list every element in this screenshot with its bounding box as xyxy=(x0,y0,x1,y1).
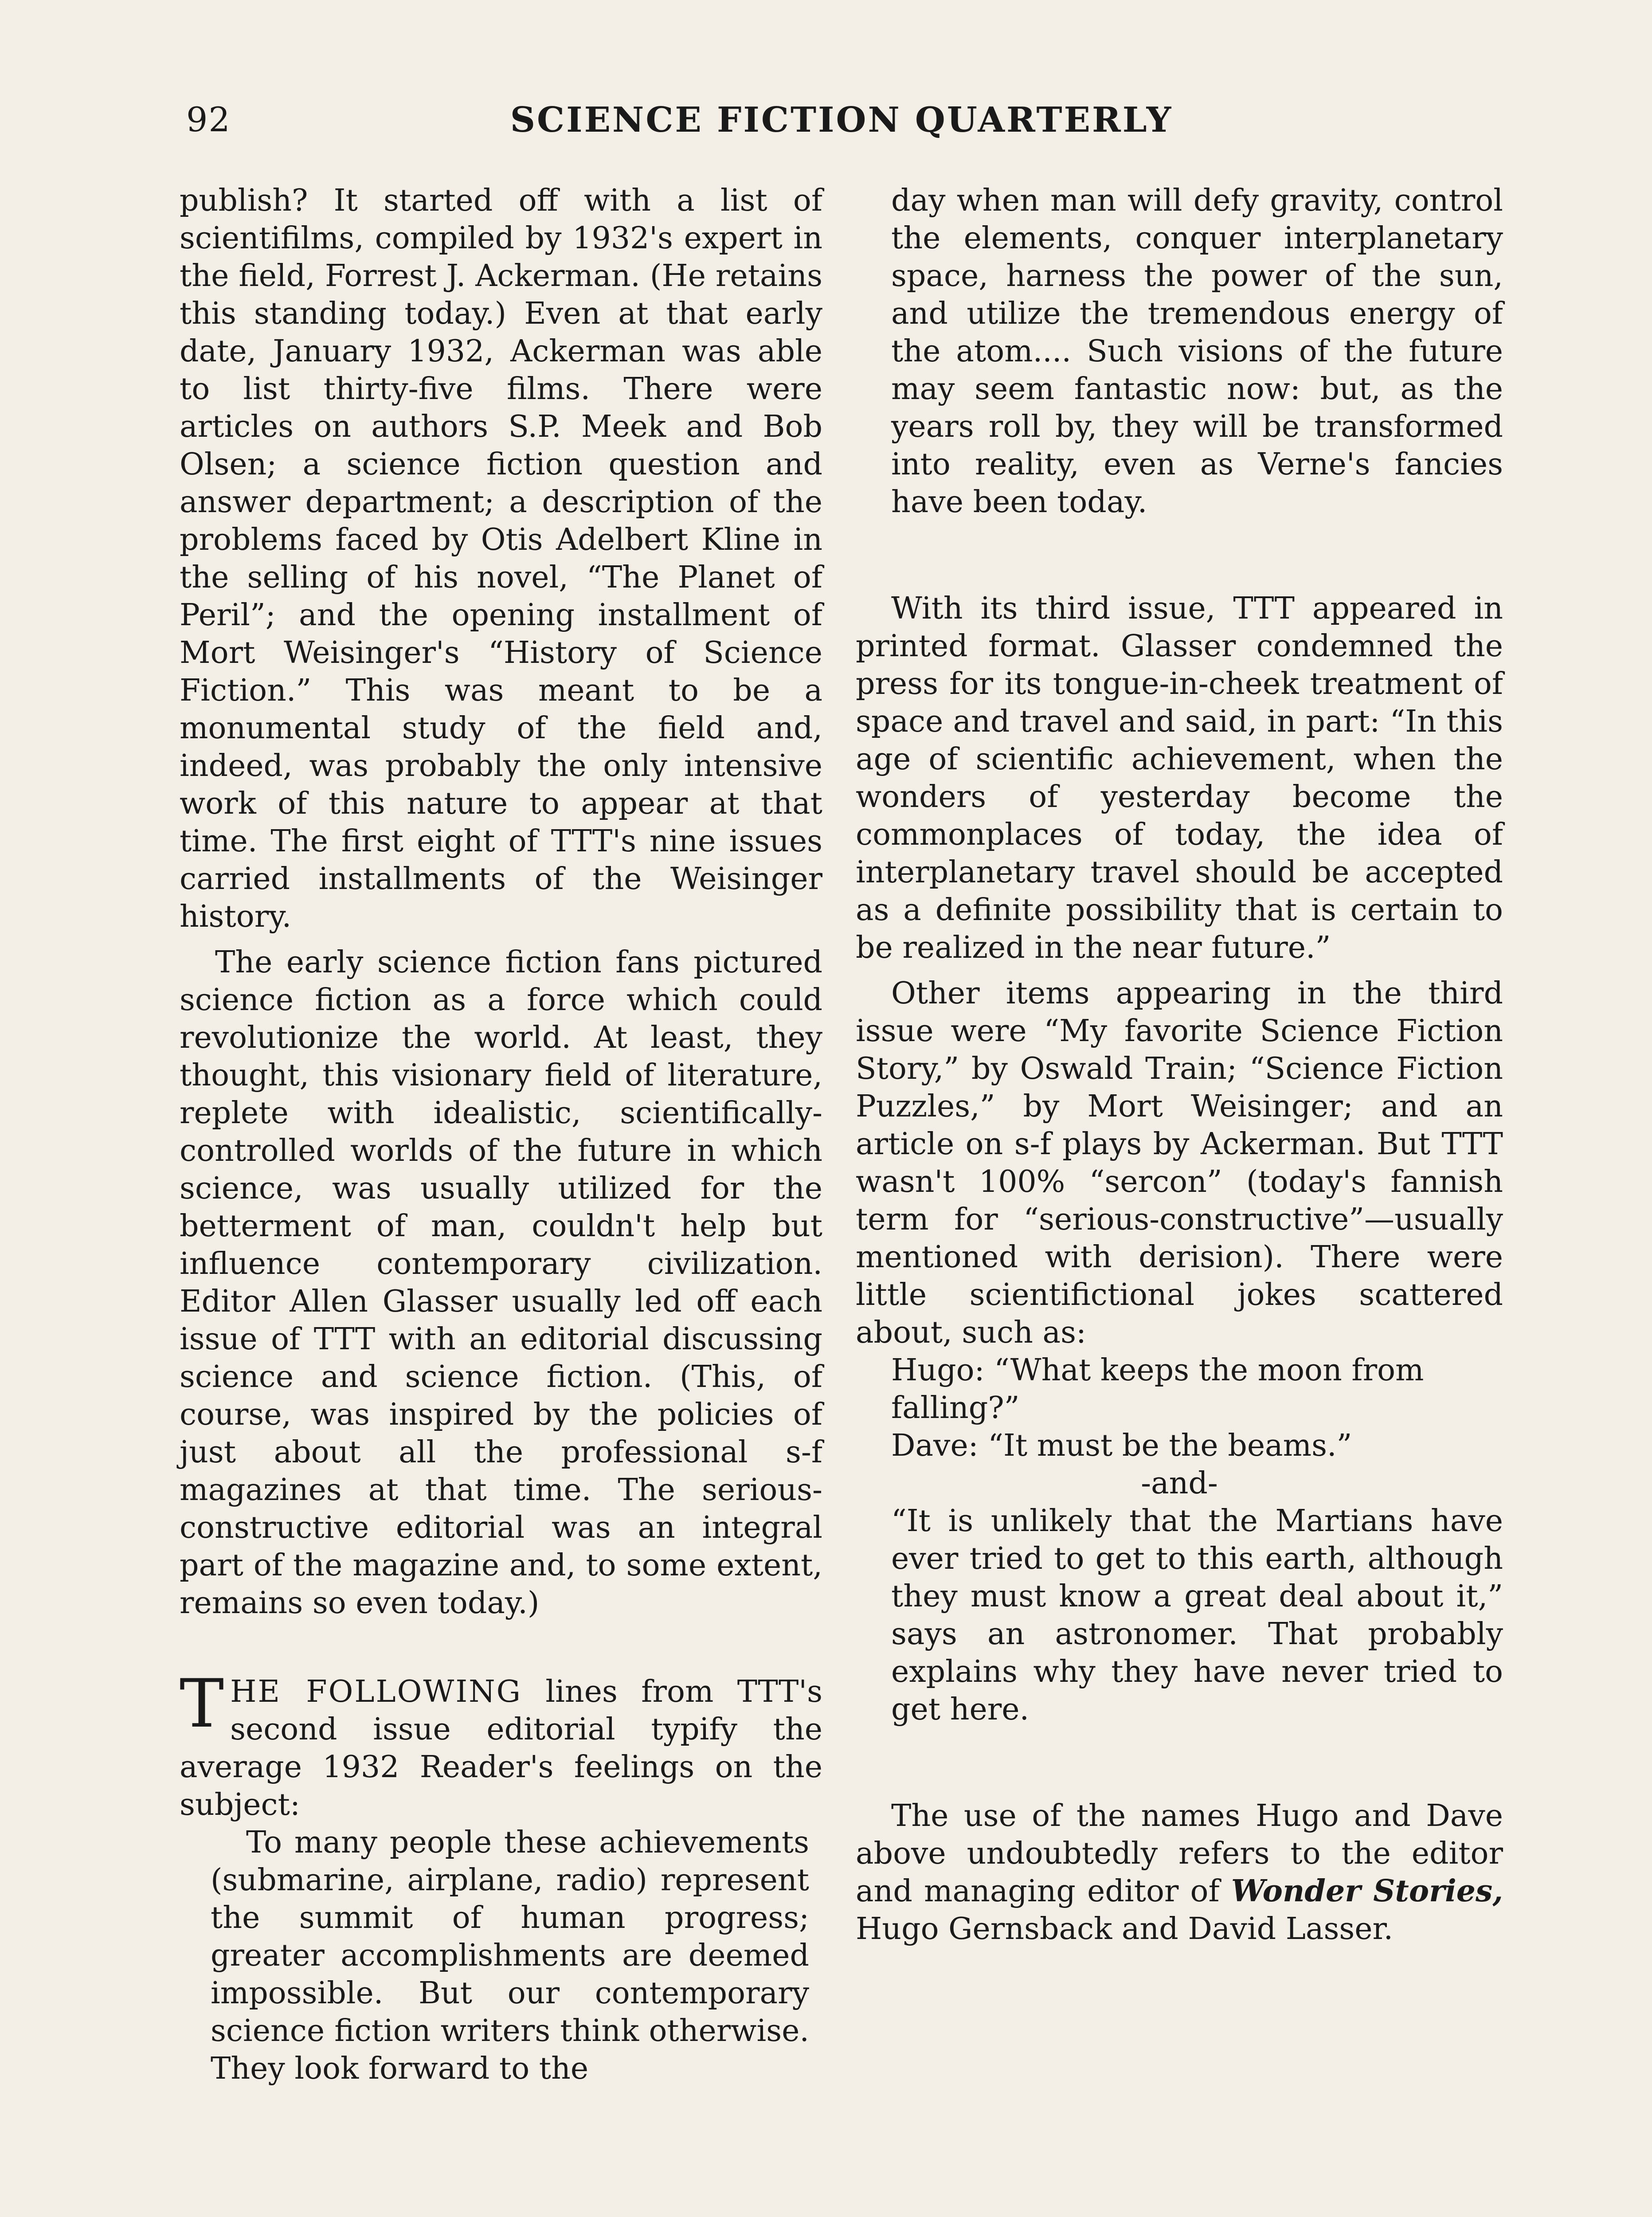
lead-in-words: HE FOLLOWING xyxy=(230,1674,522,1709)
editorial-quote: To many people these achievements (submarine, airplane, radio) represent the summit of human progress; greater accomplishments are deemed impossible. But our contemporary science fiction writers think otherwise. They look forward to the xyxy=(211,1825,809,2086)
left-paragraph-3 xyxy=(180,1665,822,1824)
right-paragraph-3-end: Hugo Gernsback and David Lasser. xyxy=(856,1911,1394,1947)
joke-line-1: Hugo: “What keeps the moon from falling?” xyxy=(891,1353,1424,1426)
joke-line-2: Dave: “It must be the beams.” xyxy=(891,1428,1352,1463)
martians-joke: “It is unlikely that the Martians have ever tried to get to this earth, although they must know a great deal about it,” says an astronomer. That probably explains why they have never tried to get here. xyxy=(891,1504,1503,1727)
left-column xyxy=(180,182,822,2088)
journal-title: SCIENCE FICTION QUARTERLY xyxy=(510,100,1173,140)
right-paragraph-1: With its third issue, TTT appeared in printed format. Glasser condemned the press for its tongue-in-cheek treatment of space and travel and said, in part: “In this age of scientific achievement, when the wonders of yesterday become the commonplaces of today, the idea of interplanetary travel should be accepted as a definite possibility that is certain to be realized in the near future.” xyxy=(856,591,1503,965)
right-paragraph-3-start: The use of the names Hugo and Dave above undoubtedly refers to the editor and managing editor of xyxy=(856,1798,1503,1909)
running-head xyxy=(177,100,1506,149)
page-number: 92 xyxy=(186,100,231,139)
left-paragraph-2: The early science fiction fans pictured science fiction as a force which could revolutionize the world. At least, they thought, this visionary field of literature, replete with idealistic, scientifically-controlled worlds of the future in which science, was usually utilized for the betterment of man, couldn't help but influence contemporary civilization. Editor Allen Glasser usually led off each issue of TTT with an editorial discussing science and science fiction. (This, of course, was inspired by the policies of just about all the professional s-f magazines at that time. The serious-constructive editorial was an integral part of the magazine and, to some extent, remains so even today.) xyxy=(180,945,822,1621)
separator: -and- xyxy=(1141,1466,1218,1501)
right-paragraph-2: Other items appearing in the third issue were “My favorite Science Fiction Story,” by Oswald Train; “Science Fiction Puzzles,” by Mort Weisinger; and an article on s-f plays by Ackerman. But TTT wasn't 100% “sercon” (today's fannish term for “serious-constructive”—usually mentioned with derision). There were little scientifictional jokes scattered about, such as: xyxy=(856,976,1503,1350)
left-paragraph-3-text: lines from TTT's second issue editorial typify the average 1932 Reader's feelings on the subject: xyxy=(180,1674,822,1822)
magazine-title-italic: Wonder Stories, xyxy=(1231,1873,1503,1909)
left-paragraph-1: publish? It started off with a list of scientifilms, compiled by 1932's expert in the field, Forrest J. Ackerman. (He retains this standing today.) Even at that early date, January 1932, Ackerman was able to list thirty-five films. There were articles on authors S.P. Meek and Bob Olsen; a science fiction question and answer department; a description of the problems faced by Otis Adelbert Kline in the selling of his novel, “The Planet of Peril”; and the opening installment of Mort Weisinger's “History of Science Fiction.” This was meant to be a monumental study of the field and, indeed, was probably the only intensive work of this nature to appear at that time. The first eight of TTT's nine issues carried installments of the Weisinger history. xyxy=(180,183,822,934)
editorial-quote-continued: day when man will defy gravity, control the elements, conquer interplanetary space, harness the power of the sun, and utilize the tremendous energy of the atom.... Such visions of the future may seem fantastic now: but, as the years roll by, they will be transformed into reality, even as Verne's fancies have been today. xyxy=(891,183,1503,520)
right-paragraph-3 xyxy=(856,1797,1503,1948)
drop-cap: T xyxy=(180,1665,224,1743)
right-column xyxy=(856,182,1503,1948)
